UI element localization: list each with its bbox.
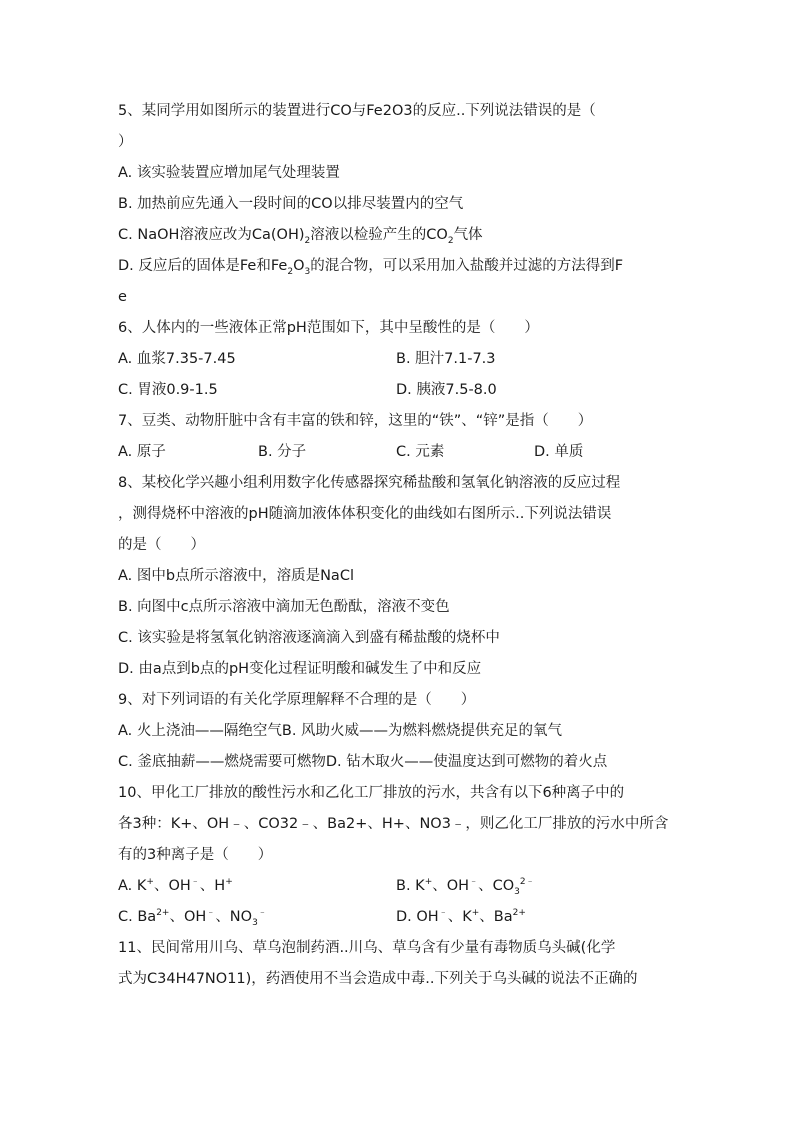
q10-option-b	[396, 871, 535, 902]
q5-option-c-text: C. NaOH溶液应改为Ca(OH)	[118, 227, 305, 243]
q7-option-b: B. 分子	[258, 444, 307, 460]
q6-options-row-1	[118, 344, 678, 375]
text: 、K	[447, 909, 472, 925]
subscript: 2	[447, 235, 454, 246]
q8-stem-text-2: ，测得烧杯中溶液的pH随滴加液体体积变化的曲线如右图所示..下列说法错误	[118, 506, 612, 522]
q7-options-row	[118, 437, 678, 468]
q5-option-d	[118, 251, 678, 282]
q6-option-a: A. 血浆7.35-7.45	[118, 351, 236, 367]
q5-option-d-text-2: O	[293, 258, 305, 274]
q5-option-a	[118, 158, 678, 189]
text: A. K	[118, 878, 147, 894]
q10-option-d	[396, 902, 526, 933]
q5-option-d-cont	[118, 282, 678, 313]
q6-option-d: D. 胰液7.5-8.0	[396, 382, 497, 398]
q6-options-row-2	[118, 375, 678, 406]
q8-stem-text: 8、某校化学兴趣小组利用数字化传感器探究稀盐酸和氢氧化钠溶液的反应过程	[118, 475, 621, 491]
q9-stem-text: 9、对下列词语的有关化学原理解释不合理的是（ ）	[118, 692, 476, 708]
q9-options-ab	[118, 716, 678, 747]
text: 、H	[199, 878, 226, 894]
text: 、CO	[478, 878, 515, 894]
q10-options-row-1	[118, 871, 678, 902]
subscript: 2	[304, 235, 311, 246]
q10-stem-cont-2	[118, 840, 678, 871]
q8-option-c-text: C. 该实验是将氢氧化钠溶液逐滴滴入到盛有稀盐酸的烧杯中	[118, 630, 500, 646]
text: C. Ba	[118, 909, 157, 925]
q8-option-a	[118, 561, 678, 592]
text: 、OH	[169, 909, 207, 925]
q6-stem	[118, 313, 678, 344]
q10-option-a	[118, 878, 233, 894]
superscript: ﹣	[257, 908, 267, 919]
text: 、OH	[153, 878, 191, 894]
q8-option-d-text: D. 由a点到b点的pH变化过程证明酸和碱发生了中和反应	[118, 661, 482, 677]
q11-stem	[118, 933, 678, 964]
q8-option-a-text: A. 图中b点所示溶液中，溶质是NaCl	[118, 568, 354, 584]
superscript: 2﹣	[519, 877, 535, 888]
q8-stem-cont-2	[118, 530, 678, 561]
q8-stem	[118, 468, 678, 499]
q7-option-d: D. 单质	[534, 444, 584, 460]
q8-stem-cont	[118, 499, 678, 530]
text: 、NO	[215, 909, 253, 925]
q5-option-d-text: D. 反应后的固体是Fe和Fe	[118, 258, 288, 274]
subscript: 2	[287, 266, 294, 277]
text: 、Ba	[479, 909, 513, 925]
q9-stem	[118, 685, 678, 716]
subscript: 3	[514, 886, 520, 897]
q6-option-c: C. 胃液0.9-1.5	[118, 382, 218, 398]
q9-options-cd	[118, 747, 678, 778]
q8-option-b	[118, 592, 678, 623]
q5-option-c	[118, 220, 678, 251]
q10-stem-text-2: 各3种：K+、OH﹣、CO32﹣、Ba2+、H+、NO3﹣，则乙化工厂排放的污水中所含	[118, 816, 669, 832]
q5-option-d-text-3: 的混合物，可以采用加入盐酸并过滤的方法得到F	[310, 258, 624, 274]
superscript: ﹣	[206, 908, 216, 919]
q9-options-cd-text: C. 釜底抽薪——燃烧需要可燃物D. 钻木取火——使温度达到可燃物的着火点	[118, 754, 608, 770]
q7-option-a: A. 原子	[118, 444, 166, 460]
q6-stem-text: 6、人体内的一些液体正常pH范围如下，其中呈酸性的是（ ）	[118, 320, 539, 336]
q9-options-ab-text: A. 火上浇油——隔绝空气B. 风助火威——为燃料燃烧提供充足的氧气	[118, 723, 563, 739]
q10-options-row-2	[118, 902, 678, 933]
q8-stem-text-3: 的是（ ）	[118, 537, 205, 553]
superscript: +	[146, 877, 154, 888]
q5-stem	[118, 96, 678, 127]
superscript: 2+	[156, 908, 170, 919]
q8-option-c	[118, 623, 678, 654]
superscript: ﹣	[438, 908, 448, 919]
superscript: ﹣	[469, 877, 479, 888]
q6-option-b: B. 胆汁7.1-7.3	[396, 351, 496, 367]
superscript: 2+	[512, 908, 526, 919]
q10-stem-text-3: 有的3种离子是（ ）	[118, 847, 273, 863]
q7-option-c: C. 元素	[396, 444, 445, 460]
q8-option-d	[118, 654, 678, 685]
q10-stem	[118, 778, 678, 809]
q10-option-c	[118, 908, 267, 928]
superscript: +	[225, 877, 233, 888]
q10-stem-cont	[118, 809, 678, 840]
text: D. OH	[396, 909, 439, 925]
q10-stem-text: 10、甲化工厂排放的酸性污水和乙化工厂排放的污水，共含有以下6种离子中的	[118, 785, 625, 801]
q5-option-c-text-3: 气体	[453, 227, 483, 243]
q5-option-b-text: B. 加热前应先通入一段时间的CO以排尽装置内的空气	[118, 196, 464, 212]
q5-option-b	[118, 189, 678, 220]
superscript: +	[424, 877, 433, 888]
q5-stem-text-2: ）	[118, 134, 133, 150]
q5-option-d-text-4: e	[118, 289, 127, 305]
q8-option-b-text: B. 向图中c点所示溶液中滴加无色酚酞，溶液不变色	[118, 599, 450, 615]
superscript: +	[471, 908, 480, 919]
q5-option-c-text-2: 溶液以检验产生的CO	[310, 227, 448, 243]
q7-stem-text: 7、豆类、动物肝脏中含有丰富的铁和锌，这里的“铁”、“锌”是指（ ）	[118, 413, 593, 429]
subscript: 3	[304, 266, 311, 277]
text: 、OH	[432, 878, 470, 894]
q5-stem-text: 5、某同学用如图所示的装置进行CO与Fe2O3的反应..下列说法错误的是（	[118, 103, 596, 119]
q7-stem	[118, 406, 678, 437]
q11-stem-text-2: 式为C34H47NO11)，药酒使用不当会造成中毒..下列关于乌头碱的说法不正确的	[118, 971, 638, 987]
q5-stem-cont	[118, 127, 678, 158]
document-body	[118, 96, 678, 995]
text: B. K	[396, 878, 425, 894]
q11-stem-cont	[118, 964, 678, 995]
superscript: ﹣	[190, 877, 200, 888]
q5-option-a-text: A. 该实验装置应增加尾气处理装置	[118, 165, 340, 181]
q11-stem-text: 11、民间常用川乌、草乌泡制药酒..川乌、草乌含有少量有毒物质乌头碱(化学	[118, 940, 616, 956]
subscript: 3	[252, 917, 258, 928]
